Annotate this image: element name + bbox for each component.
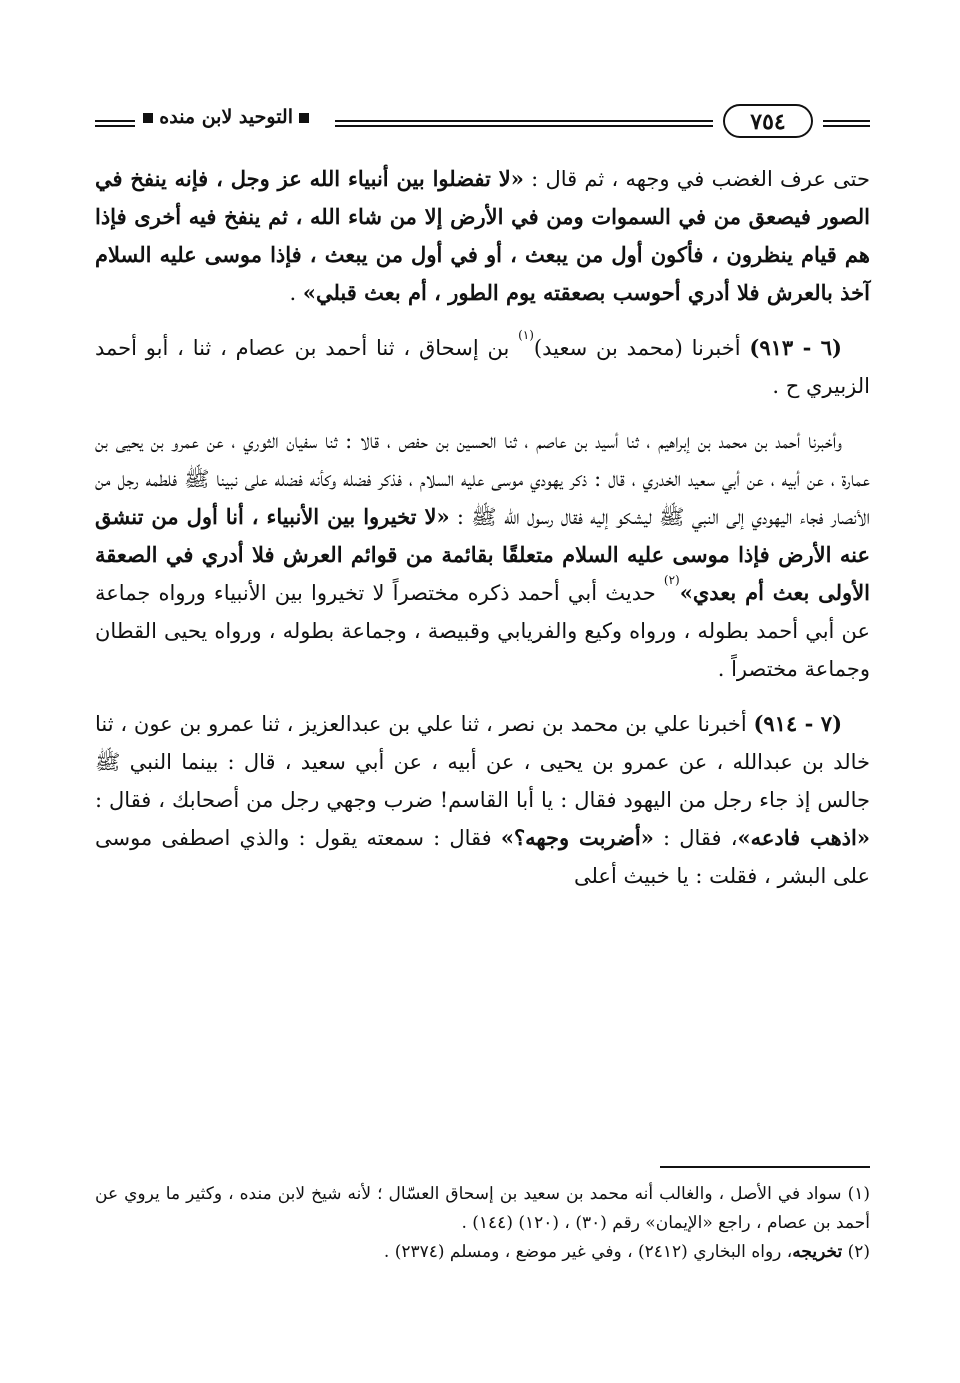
text-segment: حديث أبي أحمد ذكره مختصراً لا تخيروا بين الأنبياء ورواه جماعة عن أبي أحمد بطوله ، ورواه وكيع والفريابي وقبيصة ، وجماعة بطوله ، ورواه يحيى القطان وجماعة مختصراً . <box>95 581 870 681</box>
text-segment: وأخبرنا أحمد بن محمد بن إبراهيم ، ثنا أسيد بن عاصم ، ثنا الحسين بن حفص ، قالا : ثنا سفيان الثوري ، عن عمرو بن يحيى بن عمارة ، عن أبيه ، عن أبي سعيد الخدري ، قال : ذكر يهودي موسى عليه السلام ، فذكر فضله وكأنه فضله على نبينا ﷺ فلطمه رجل من الأنصار فجاء اليهودي إلى النبي ﷺ ليشكو إليه فقال رسول الله ﷺ : <box>95 429 870 529</box>
text-segment: حتى عرف الغضب في وجهه ، ثم قال : <box>523 167 870 191</box>
page-number: ٧٥٤ <box>723 104 813 138</box>
text-segment: فقال : سمعته يقول : والذي اصطفى موسى على البشر ، فقلت : يا خبيث أعلى <box>95 826 870 888</box>
footnote-2 <box>95 1238 870 1267</box>
header-title <box>137 106 315 128</box>
bold-text-segment: (٧ - ٩١٤) <box>753 711 842 736</box>
header-rule-left <box>95 120 135 127</box>
bold-text-segment: (٦ - ٩١٣) <box>749 335 842 360</box>
square-ornament-icon <box>299 113 309 123</box>
text-segment: (٢) <box>842 1242 870 1262</box>
text-segment: ، فقال : <box>653 826 738 850</box>
text-segment: . <box>289 281 303 305</box>
header-rule-middle <box>335 120 713 127</box>
bold-text-segment: «أضربت وجهه؟» <box>500 825 654 850</box>
bold-text-segment: «لا تخيروا بين الأنبياء ، أنا أول من تنشق عنه الأرض فإذا موسى عليه السلام متعلقًا بقائمة من قوائم العرش فلا أدري في الصعقة الأولى بعث أم بعدي» <box>95 504 870 605</box>
text-segment: بن إسحاق ، ثنا أحمد بن عصام ، ثنا ، أبو أحمد الزبيري ح . <box>95 336 870 398</box>
footnote-ref: (١) <box>518 328 534 342</box>
paragraph-4 <box>95 705 870 895</box>
bold-text-segment: «اذهب فادعه» <box>737 825 870 850</box>
book-title: التوحيد لابن منده <box>159 106 293 128</box>
footnote-ref: (٢) <box>663 573 680 587</box>
text-segment: أخبرنا علي بن محمد بن نصر ، ثنا علي بن عبدالعزيز ، ثنا عمرو بن عون ، ثنا خالد بن عبدالله ، عن عمرو بن يحيى ، عن أبيه ، عن أبي سعيد ، قال : بينما النبي ﷺ جالس إذ جاء رجل من اليهود فقال : يا أبا القاسم! ضرب وجهي رجل من أصحابك ، فقال : <box>95 712 870 812</box>
footnote-1 <box>95 1180 870 1238</box>
bold-text-segment: تخريجه <box>792 1242 843 1262</box>
paragraph-1 <box>95 160 870 312</box>
text-segment: ، رواه البخاري (٢٤١٢) ، وفي غير موضع ، ومسلم (٢٣٧٤) . <box>383 1242 793 1262</box>
running-header <box>95 98 870 148</box>
text-segment: (١) سواد في الأصل ، والغالب أنه محمد بن سعيد بن إسحاق العسّال ؛ لأنه شيخ لابن منده ، وكثير ما يروي عن أحمد بن عصام ، راجع «الإيمان» رقم (٣٠) ، (١٢٠) (١٤٤) . <box>95 1184 870 1233</box>
bold-text-segment: «لا تفضلوا بين أنبياء الله عز وجل ، فإنه ينفخ في الصور فيصعق من في السموات ومن في الأرض إلا من شاء الله ، ثم ينفخ فيه أخرى فإذا هم قيام ينظرون ، فأكون أول من يبعث ، أو في أول من يبعث ، فإذا موسى عليه السلام آخذ بالعرش فلا أدري أحوسب بصعقته يوم الطور ، أم بعث قبلي» <box>95 166 870 305</box>
footnote-separator <box>660 1166 870 1168</box>
footnotes <box>95 1180 870 1267</box>
text-segment: أخبرنا (محمد بن سعيد) <box>533 336 750 360</box>
header-rule-right <box>823 120 870 127</box>
square-ornament-icon <box>143 113 153 123</box>
paragraph-2 <box>95 329 870 405</box>
paragraph-3 <box>95 422 870 688</box>
main-text <box>95 160 870 912</box>
